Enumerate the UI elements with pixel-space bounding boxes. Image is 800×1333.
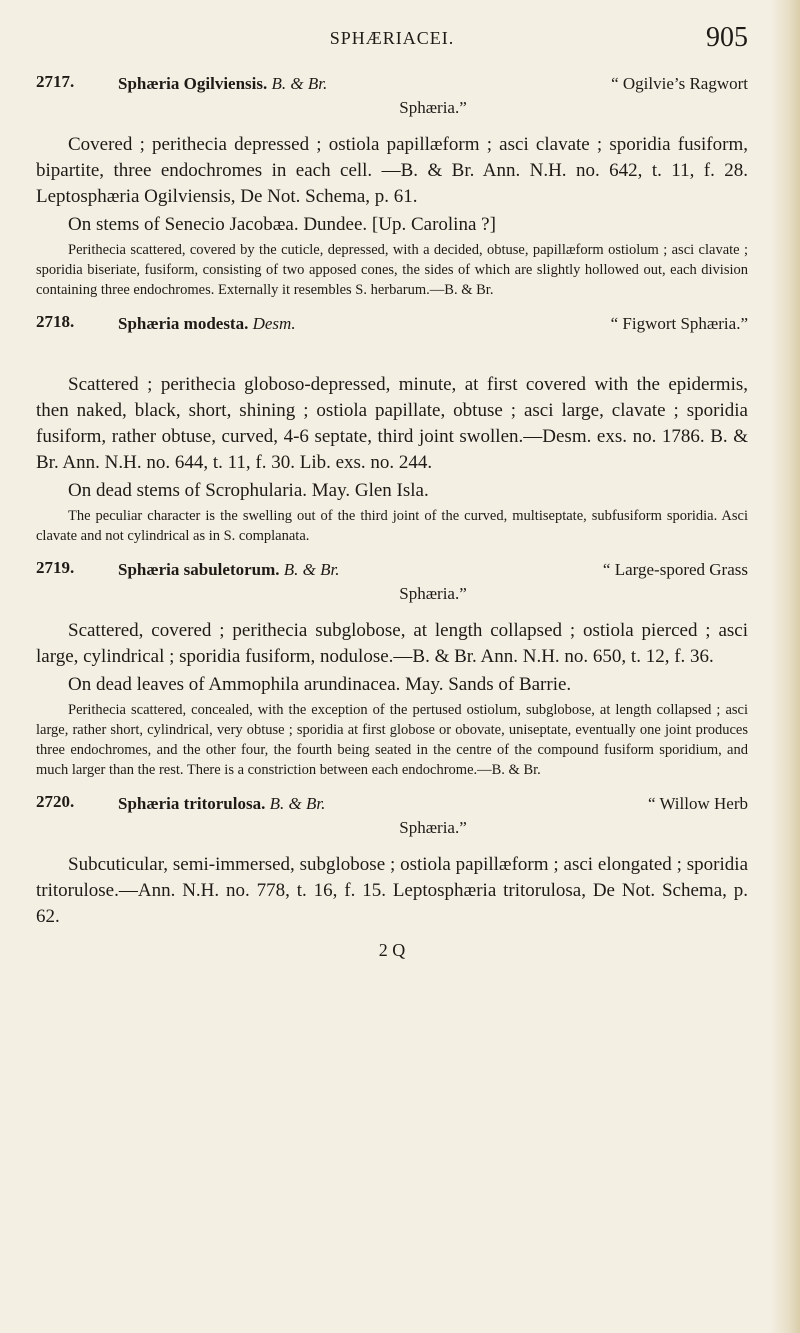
species-entry [36,558,748,780]
species-authority: B. & Br. [271,74,328,93]
species-authority: B. & Br. [269,794,326,813]
description-paragraph: Scattered, covered ; perithecia subglobose, at length collapsed ; ostiola pierced ; asci large, cylindrical ; sporidia fusiform, nodulose.—B. & Br. Ann. N.H. no. 650, t. 12, f. 36. [36,620,748,667]
entry-title [118,558,748,606]
description-paragraph: On stems of Senecio Jacobæa. Dundee. [Up. Carolina ?] [68,214,496,235]
description-paragraph: Subcuticular, semi-immersed, subglobose ; ostiola papillæform ; asci elongated ; sporidia tritorulose.—Ann. N.H. no. 778, t. 16, f. 15. Leptosphæria tritorulosa, De Not. Schema, p. 62. [36,854,748,927]
entry-heading [36,312,748,370]
remarks-paragraph: Perithecia scattered, concealed, with the exception of the pertused ostiolum, subglobose, at length collapsed ; asci large, rather short, cylindrical, very obtuse ; sporidia at first globose or obovate, uniseptate, eventually one joint produces three endochromes, and the other four, the fourth being seated in the centre of the compound fusiform sporidium, and much larger than the rest. There is a constriction between each endochrome.—B. & Br. [36,702,748,778]
species-authority: B. & Br. [283,560,340,579]
species-name: Sphæria sabuletorum. [118,560,280,579]
description-paragraph: On dead leaves of Ammophila arundinacea. May. Sands of Barrie. [68,674,572,695]
species-name: Sphæria tritorulosa. [118,794,266,813]
species-authority: Desm. [252,314,296,333]
remarks-paragraph: Perithecia scattered, covered by the cuticle, depressed, with a decided, obtuse, papillæform ostiolum ; asci clavate ; sporidia biseriate, fusiform, consisting of two apposed cones, the sides of which are slightly hollowed out, each division containing three endochromes. Externally it resembles S. herbarum.—B. & Br. [36,242,748,298]
entry-title [118,792,748,840]
description-paragraph: On dead stems of Scrophularia. May. Glen Isla. [68,480,429,501]
species-entry [36,792,748,930]
book-page [36,18,748,961]
entry-heading [36,558,748,616]
entry-title [118,312,748,336]
common-name: “ Large-spored Grass [602,560,748,579]
entry-number: 2719. [36,558,75,577]
entry-number: 2717. [36,72,75,91]
species-entry [36,312,748,546]
common-name-continued: Sphæria.” [399,818,467,837]
description-paragraph: Scattered ; perithecia globoso-depressed, minute, at first covered with the epidermis, then naked, black, short, shining ; ostiola papillate, obtuse ; asci large, clavate ; sporidia fusiform, rather obtuse, curved, 4-6 septate, third joint swollen.—Desm. exs. no. 1786. B. & Br. Ann. N.H. no. 644, t. 11, f. 30. Lib. exs. no. 244. [36,374,748,473]
description-paragraph: Covered ; perithecia depressed ; ostiola papillæform ; asci clavate ; sporidia fusiform, bipartite, three endochromes in each cell. —B. & Br. Ann. N.H. no. 642, t. 11, f. 28. Leptosphæria Ogilviensis, De Not. Schema, p. 61. [36,134,748,207]
page-header [36,18,748,60]
entry-title [118,72,748,120]
signature-mark: 2 Q [378,940,406,960]
common-name: “ Ogilvie’s Ragwort [611,74,748,93]
page-edge-shadow [770,0,800,1333]
common-name-continued: Sphæria.” [399,584,467,603]
species-name: Sphæria modesta. [118,314,249,333]
entry-number: 2718. [36,312,75,331]
entry-heading [36,72,748,130]
remarks-paragraph: The peculiar character is the swelling out of the third joint of the curved, multiseptate, subfusiform sporidia. Asci clavate and not cylindrical as in S. complanata. [36,508,748,544]
species-entry [36,72,748,300]
entries [36,72,748,930]
common-name: “ Willow Herb [647,794,748,813]
common-name: “ Figwort Sphæria.” [610,314,748,333]
entry-heading [36,792,748,850]
entry-number: 2720. [36,792,75,811]
running-head: SPHÆRIACEI. [329,28,455,48]
species-name: Sphæria Ogilviensis. [118,74,268,93]
page-number: 905 [706,22,748,53]
common-name-continued: Sphæria.” [399,98,467,117]
